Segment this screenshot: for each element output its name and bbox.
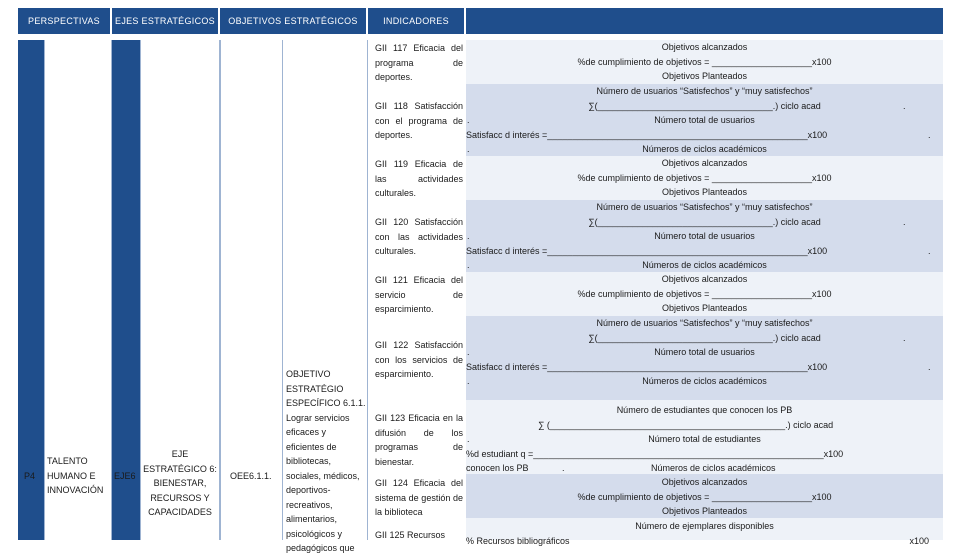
formula-118-denominator: Número total de usuarios bbox=[654, 115, 755, 126]
formula-125-line: % Recursos bibliográficos bbox=[466, 535, 570, 546]
formula-124-numerator: Objetivos alcanzados bbox=[661, 477, 748, 487]
indicator-119: GII 119 Eficacia de las actividades culturales. bbox=[375, 159, 463, 198]
dot-118a: . bbox=[903, 101, 906, 111]
objective-code: OEE6.1.1. bbox=[230, 471, 272, 481]
formula-123-know: conocen los PB bbox=[466, 463, 529, 474]
dot-120a: . bbox=[903, 217, 906, 227]
dot-120d: . bbox=[467, 260, 470, 270]
formula-121-line: %de cumplimiento de objetivos = ____________________x100 bbox=[577, 288, 832, 299]
formula-121-numerator: Objetivos alcanzados bbox=[661, 274, 748, 284]
formula-125-x: x100 bbox=[909, 535, 929, 546]
dot-122d: . bbox=[467, 376, 470, 386]
formula-122-denominator: Número total de usuarios bbox=[654, 347, 755, 358]
indicator-117: GII 117 Eficacia del programa de deportes. bbox=[375, 43, 463, 82]
header-perspectivas-label: PERSPECTIVAS bbox=[28, 16, 100, 26]
formula-124-denominator: Objetivos Planteados bbox=[661, 506, 748, 517]
formula-119-line: %de cumplimiento de objetivos = ____________________x100 bbox=[577, 172, 832, 183]
formula-123-line: %d estudiant q =__________________________________________________________x100 bbox=[466, 448, 844, 459]
formula-122-line: Satisfacc d interés =____________________________________________________x100 bbox=[466, 361, 828, 372]
formula-122 bbox=[466, 316, 943, 389]
formula-120-cycles: Números de ciclos académicos bbox=[642, 260, 767, 271]
dot-123a: . bbox=[467, 434, 470, 444]
axis-code: EJE6 bbox=[114, 471, 136, 481]
dot-120c: . bbox=[928, 246, 931, 256]
axis-code-column bbox=[112, 40, 140, 540]
formula-121-denominator: Objetivos Planteados bbox=[661, 303, 748, 314]
dot-122b: . bbox=[467, 347, 470, 357]
perspective-code: P4 bbox=[24, 471, 36, 481]
header-objetivos bbox=[220, 8, 366, 34]
formula-118 bbox=[466, 84, 943, 157]
formula-125 bbox=[466, 519, 943, 548]
formula-122-sum: ∑(___________________________________.) ciclo acad bbox=[588, 332, 821, 343]
indicator-125: GII 125 Recursos bbox=[375, 530, 446, 540]
dot-122a: . bbox=[903, 333, 906, 343]
header-objetivos-label: OBJETIVOS ESTRATÉGICOS bbox=[228, 16, 358, 26]
indicator-123: GII 123 Eficacia en la difusión de los programas de bienestar. bbox=[375, 413, 463, 467]
formula-118-line: Satisfacc d interés =____________________________________________________x100 bbox=[466, 129, 828, 140]
indicator-120: GII 120 Satisfacción con las actividades culturales. bbox=[375, 217, 463, 256]
formula-117-line: %de cumplimiento de objetivos = ____________________x100 bbox=[577, 56, 832, 67]
formula-117 bbox=[466, 40, 943, 84]
formula-123 bbox=[466, 403, 943, 476]
formula-120-denominator: Número total de usuarios bbox=[654, 231, 755, 242]
header-indicadores bbox=[368, 8, 464, 34]
indicator-118: GII 118 Satisfacción con el programa de deportes. bbox=[375, 101, 463, 140]
formula-119-numerator: Objetivos alcanzados bbox=[661, 158, 748, 168]
formula-123-sum: ∑ (_______________________________________________.) ciclo acad bbox=[538, 419, 834, 430]
header-ejes bbox=[112, 8, 218, 34]
indicator-122: GII 122 Satisfacción con los servicios de esparcimiento. bbox=[375, 340, 463, 379]
dot-118c: . bbox=[928, 130, 931, 140]
indicator-124: GII 124 Eficacia del sistema de gestión de la biblioteca bbox=[375, 478, 463, 517]
formula-121 bbox=[466, 272, 943, 316]
formula-125-row2 bbox=[466, 534, 943, 549]
formula-124-line: %de cumplimiento de objetivos = ____________________x100 bbox=[577, 491, 832, 502]
objective-code-column bbox=[220, 40, 283, 540]
dot-118b: . bbox=[467, 115, 470, 125]
formula-122-numerator: Número de usuarios “Satisfechos” y “muy satisfechos” bbox=[596, 318, 813, 328]
dot-118d: . bbox=[467, 144, 470, 154]
formula-118-numerator: Número de usuarios “Satisfechos” y “muy satisfechos” bbox=[596, 86, 813, 96]
objective-text: OBJETIVO ESTRATÉGIO ESPECÍFICO 6.1.1. Lograr servicios eficaces y eficientes de bibliotecas, sociales, médicos, deportivos-recreativos, alimentarios, psicológicos y pedagógicos que bbox=[286, 369, 366, 553]
axis-name: EJE ESTRATÉGICO 6: BIENESTAR, RECURSOS Y CAPACIDADES bbox=[143, 449, 217, 517]
formula-120-sum: ∑(___________________________________.) ciclo acad bbox=[588, 216, 821, 227]
formula-123-row5 bbox=[466, 461, 943, 476]
header-formula bbox=[466, 8, 943, 34]
header-indicadores-label: INDICADORES bbox=[383, 16, 449, 26]
dot-123b: . bbox=[562, 463, 565, 473]
indicator-121: GII 121 Eficacia del servicio de esparcimiento. bbox=[375, 275, 463, 314]
formula-117-numerator: Objetivos alcanzados bbox=[661, 42, 748, 52]
formula-124 bbox=[466, 475, 943, 519]
formula-119-denominator: Objetivos Planteados bbox=[661, 187, 748, 198]
formula-120-numerator: Número de usuarios “Satisfechos” y “muy satisfechos” bbox=[596, 202, 813, 212]
formula-118-sum: ∑(___________________________________.) ciclo acad bbox=[588, 100, 821, 111]
formula-125-numerator: Número de ejemplares disponibles bbox=[635, 521, 774, 531]
perspective-code-column bbox=[18, 40, 44, 540]
formula-117-denominator: Objetivos Planteados bbox=[661, 71, 748, 82]
formula-120 bbox=[466, 200, 943, 273]
formula-120-line: Satisfacc d interés =____________________________________________________x100 bbox=[466, 245, 828, 256]
formula-123-cycles: Números de ciclos académicos bbox=[651, 463, 776, 474]
header-ejes-label: EJES ESTRATÉGICOS bbox=[115, 16, 215, 26]
header-perspectivas bbox=[18, 8, 110, 34]
formula-119 bbox=[466, 156, 943, 200]
formula-118-cycles: Números de ciclos académicos bbox=[642, 144, 767, 155]
formula-122-cycles: Números de ciclos académicos bbox=[642, 376, 767, 387]
formula-123-denominator: Número total de estudiantes bbox=[648, 434, 761, 445]
dot-122c: . bbox=[928, 362, 931, 372]
perspective-name: TALENTO HUMANO E INNOVACIÓN bbox=[47, 456, 104, 495]
formula-123-numerator: Número de estudiantes que conocen los PB bbox=[616, 405, 793, 415]
dot-120b: . bbox=[467, 231, 470, 241]
